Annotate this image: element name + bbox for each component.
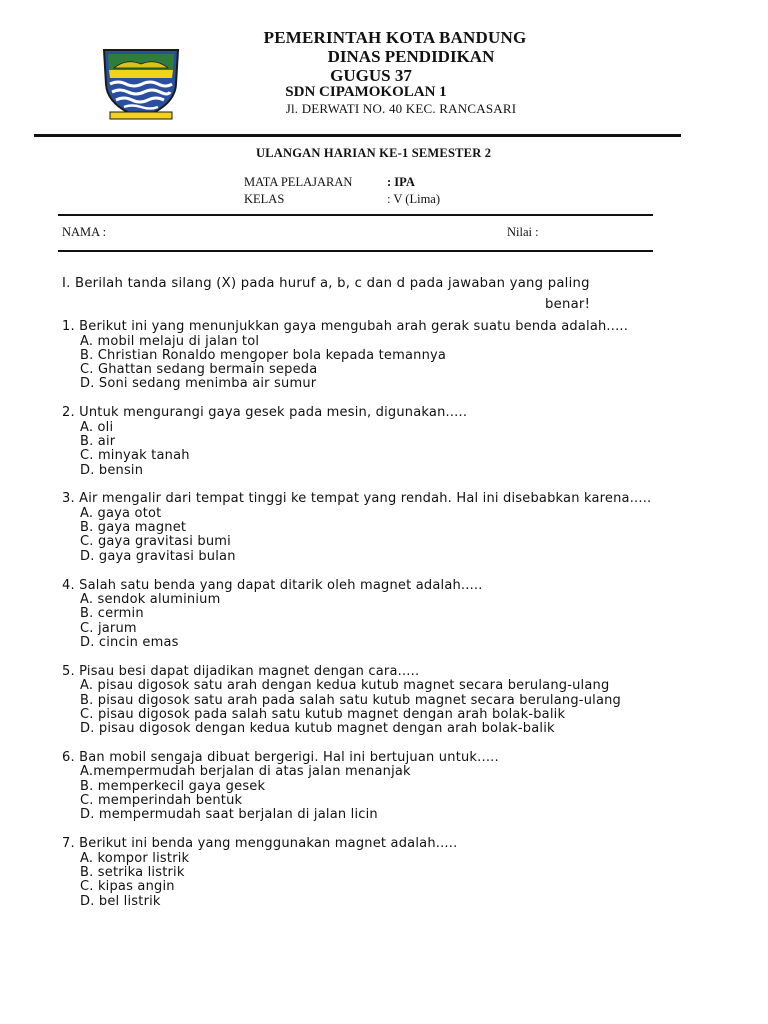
question-stem: 2. Untuk mengurangi gaya gesek pada mesin, digunakan..... [62,405,468,421]
city-emblem-logo [96,44,186,122]
answer-option: B. air [80,433,116,449]
answer-option: A.mempermudah berjalan di atas jalan menanjak [80,764,411,780]
instruction-line-1: I. Berilah tanda silang (X) pada huruf a, b, c dan d pada jawaban yang paling [62,276,590,291]
answer-option: D. bensin [80,462,144,478]
exam-title: ULANGAN HARIAN KE-1 SEMESTER 2 [256,146,492,160]
header-government: PEMERINTAH KOTA BANDUNG [263,28,527,47]
question-stem: 1. Berikut ini yang menunjukkan gaya mengubah arah gerak suatu benda adalah..... [62,319,629,334]
class-row [244,192,440,207]
answer-option: D. bel listrik [80,893,161,909]
header-address: Jl. DERWATI NO. 40 KEC. RANCASARI [285,101,517,116]
answer-option: D. mempermudah saat berjalan di jalan licin [80,807,378,823]
answer-option: B. gaya magnet [80,520,187,536]
student-name-label: NAMA : [62,225,107,239]
answer-option: C. minyak tanah [80,448,190,464]
answer-option: D. gaya gravitasi bulan [80,548,236,564]
question-stem: 6. Ban mobil sengaja dibuat bergerigi. Hal ini bertujuan untuk..... [62,749,499,765]
question-stem: 7. Berikut ini benda yang menggunakan magnet adalah..... [62,836,458,852]
answer-option: D. pisau digosok dengan kedua kutub magnet dengan arah bolak-balik [80,721,555,737]
score-label: Nilai : [507,225,539,239]
answer-option: A. gaya otot [80,505,162,521]
answer-option: A. pisau digosok satu arah dengan kedua kutub magnet secara berulang-ulang [80,678,610,694]
question-stem: 3. Air mengalir dari tempat tinggi ke tempat yang rendah. Hal ini disebabkan karena..... [62,491,652,507]
answer-option: C. gaya gravitasi bumi [80,534,231,550]
answer-option: C. Ghattan sedang bermain sepeda [80,362,318,378]
answer-option: D. cincin emas [80,634,179,650]
student-info-bottom-rule [58,250,653,252]
answer-option: B. pisau digosok satu arah pada salah satu kutub magnet secara berulang-ulang [80,692,622,708]
subject-label: MATA PELAJARAN [244,175,353,189]
header-school-name: SDN CIPAMOKOLAN 1 [285,84,447,100]
answer-option: D. Soni sedang menimba air sumur [80,376,317,392]
header-cluster: GUGUS 37 [330,66,412,85]
answer-option: A. oli [80,419,114,435]
answer-option: C. kipas angin [80,879,175,895]
answer-option: B. Christian Ronaldo mengoper bola kepada temannya [80,347,447,363]
question-item [62,837,742,909]
question-item [62,751,742,823]
answer-option: A. mobil melaju di jalan tol [80,333,260,349]
subject-value: : IPA [387,175,415,189]
answer-option: B. setrika listrik [80,864,185,880]
answer-option: A. sendok aluminium [80,592,221,608]
answer-option: C. pisau digosok pada salah satu kutub magnet dengan arah bolak-balik [80,706,566,722]
header-department: DINAS PENDIDIKAN [327,47,495,66]
question-item [62,665,742,737]
instruction-line-2: benar! [545,297,591,312]
answer-option: C. memperindah bentuk [80,793,243,809]
question-item [62,579,742,651]
question-item [62,492,742,564]
header-divider [34,134,681,137]
answer-option: B. cermin [80,606,144,622]
question-list [62,320,742,923]
class-value: : V (Lima) [387,192,441,206]
question-stem: 5. Pisau besi dapat dijadikan magnet dengan cara..... [62,663,420,679]
class-label: KELAS [244,192,285,206]
answer-option: A. kompor listrik [80,850,190,866]
student-info-top-rule [58,214,653,216]
answer-option: C. jarum [80,620,137,636]
question-stem: 4. Salah satu benda yang dapat ditarik oleh magnet adalah..... [62,577,483,593]
subject-row [244,175,415,190]
question-item [62,406,742,478]
answer-option: B. memperkecil gaya gesek [80,778,266,794]
question-item [62,320,742,392]
